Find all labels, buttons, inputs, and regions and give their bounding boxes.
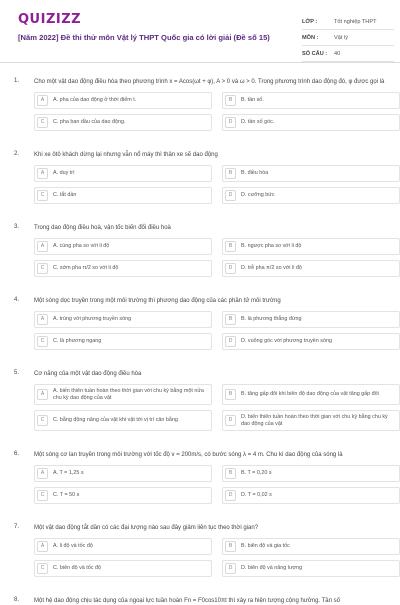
option-letter-box: A: [37, 468, 48, 479]
answer-option-c[interactable]: [34, 187, 212, 204]
option-letter-box: D: [225, 563, 236, 574]
question-4: [14, 297, 386, 350]
question-1: [14, 78, 386, 131]
meta-row-class: [302, 14, 394, 30]
answer-option-b[interactable]: [222, 465, 400, 482]
option-text: B. là phương thẳng đứng: [241, 316, 302, 322]
question-text: Một hệ dao động chịu tác dụng của ngoại lực tuần hoàn Fn = F0cos10πt thì xảy ra hiện tượng cộng hưởng. Tần số: [34, 598, 340, 604]
answer-option-d[interactable]: [222, 187, 400, 204]
answer-option-a[interactable]: [34, 92, 212, 109]
meta-row-subject: [302, 30, 394, 46]
option-letter-box: A: [37, 241, 48, 252]
question-7: [14, 524, 386, 577]
meta-row-count: [302, 46, 394, 62]
answer-options: [34, 538, 386, 577]
question-5: [14, 370, 386, 431]
meta-key: LỚP :: [302, 18, 318, 25]
meta-info: [302, 14, 394, 62]
option-letter-box: A: [37, 168, 48, 179]
option-text: C. là phương ngang: [53, 338, 102, 344]
option-text: A. pha của dao động ở thời điểm t.: [53, 97, 137, 103]
option-letter-box: B: [225, 468, 236, 479]
option-letter-box: D: [225, 117, 236, 128]
meta-value: Vật lý: [334, 34, 348, 41]
answer-option-b[interactable]: [222, 92, 400, 109]
option-text: C. biên độ và tốc độ: [53, 565, 101, 571]
option-text: D. T = 0,02 s: [241, 492, 272, 498]
option-letter-box: A: [37, 95, 48, 106]
answer-option-a[interactable]: [34, 238, 212, 255]
answer-option-d[interactable]: [222, 114, 400, 131]
question-text: Cho một vật dao động điều hòa theo phương trình x = Acos(ωt + φ), A > 0 và ω > 0. Trong phương trình dao động đó, φ được gọi là: [34, 79, 385, 85]
answer-option-a[interactable]: [34, 165, 212, 182]
option-letter-box: D: [225, 415, 236, 426]
answer-option-a[interactable]: [34, 538, 212, 555]
option-letter-box: C: [37, 190, 48, 201]
answer-option-a[interactable]: [34, 311, 212, 328]
meta-key: MÔN :: [302, 34, 319, 41]
question-text: Một sóng dọc truyền trong một môi trường thì phương dao động của các phần tử môi trường: [34, 298, 281, 304]
answer-option-c[interactable]: [34, 487, 212, 504]
option-text: D. cưỡng bức: [241, 192, 275, 198]
answer-options: [34, 92, 386, 131]
option-text: D. vuông góc với phương truyền sóng: [241, 338, 332, 344]
option-letter-box: A: [37, 389, 48, 400]
option-letter-box: D: [225, 336, 236, 347]
answer-option-b[interactable]: [222, 238, 400, 255]
answer-option-c[interactable]: [34, 260, 212, 277]
meta-value: Tốt nghiệp THPT: [334, 18, 377, 25]
meta-value: 40: [334, 50, 341, 57]
answer-option-d[interactable]: [222, 260, 400, 277]
question-text: Khi xe ôtô khách dừng lại nhưng vẫn nổ máy thì thân xe sẽ dao động: [34, 152, 218, 158]
question-number: 1.: [14, 78, 20, 84]
option-letter-box: C: [37, 563, 48, 574]
answer-option-b[interactable]: [222, 538, 400, 555]
answer-option-b[interactable]: [222, 311, 400, 328]
question-number: 7.: [14, 524, 20, 530]
answer-option-b[interactable]: [222, 165, 400, 182]
answer-option-d[interactable]: [222, 410, 400, 431]
answer-option-b[interactable]: [222, 384, 400, 405]
option-letter-box: C: [37, 263, 48, 274]
option-letter-box: B: [225, 541, 236, 552]
option-text: A. li độ và tốc độ: [53, 543, 93, 549]
option-letter-box: C: [37, 415, 48, 426]
option-letter-box: D: [225, 190, 236, 201]
option-text: C. bằng động năng của vật khi vật tới vị trí cân bằng: [53, 417, 178, 423]
answer-options: [34, 465, 386, 504]
option-letter-box: A: [37, 314, 48, 325]
question-number: 3.: [14, 224, 20, 230]
question-2: [14, 151, 386, 204]
option-letter-box: A: [37, 541, 48, 552]
option-letter-box: C: [37, 336, 48, 347]
answer-option-c[interactable]: [34, 410, 212, 431]
answer-options: [34, 384, 386, 431]
option-letter-box: D: [225, 490, 236, 501]
question-text: Một vật dao động tắt dần có các đại lượng nào sau đây giảm liên tục theo thời gian?: [34, 525, 259, 531]
option-letter-box: B: [225, 168, 236, 179]
option-text: B. tăng gấp đôi khi biên độ dao động của vật tăng gấp đôi: [241, 391, 379, 397]
question-number: 6.: [14, 451, 20, 457]
option-text: B. điều hòa: [241, 170, 269, 176]
option-letter-box: D: [225, 263, 236, 274]
answer-options: [34, 238, 386, 277]
option-text: D. tần số góc.: [241, 119, 275, 125]
question-number: 4.: [14, 297, 20, 303]
question-6: [14, 451, 386, 504]
option-text: A. T = 1,25 s: [53, 470, 84, 476]
answer-option-a[interactable]: [34, 384, 212, 405]
option-text: D. biến thiên tuần hoàn theo thời gian với chu kỳ bằng chu kỳ dao động của vật: [241, 413, 388, 427]
question-text: Trong dao động điều hoà, vận tốc biến đổi điều hoà: [34, 225, 171, 231]
option-text: A. trùng với phương truyền sóng: [53, 316, 132, 322]
option-text: C. T = 50 s: [53, 492, 80, 498]
option-text: B. T = 0,20 s: [241, 470, 272, 476]
option-letter-box: C: [37, 117, 48, 128]
option-letter-box: B: [225, 314, 236, 325]
option-text: B. biên độ và gia tốc: [241, 543, 290, 549]
question-text: Một sóng cơ lan truyền trong môi trường với tốc độ v = 200m/s, có bước sóng λ = 4 m. Chu kì dao động của sóng là: [34, 452, 343, 458]
option-letter-box: C: [37, 490, 48, 501]
quizizz-logo: QUIZIZZ: [18, 12, 82, 27]
answer-option-d[interactable]: [222, 333, 400, 350]
option-text: D. trễ pha π/2 so với li độ: [241, 265, 302, 271]
option-text: C. pha ban đầu của dao động.: [53, 119, 126, 125]
answer-option-a[interactable]: [34, 465, 212, 482]
answer-option-d[interactable]: [222, 560, 400, 577]
answer-option-d[interactable]: [222, 487, 400, 504]
answer-options: [34, 165, 386, 204]
question-3: [14, 224, 386, 277]
header-divider: [0, 62, 400, 63]
document-title: [Năm 2022] Đề thi thử môn Vật lý THPT Quốc gia có lời giải (Đề số 15): [18, 33, 270, 42]
option-text: A. biến thiên tuần hoàn theo thời gian với chu kỳ bằng một nửa chu kỳ dao động của vật: [53, 387, 204, 401]
question-number: 8.: [14, 597, 20, 603]
option-letter-box: B: [225, 241, 236, 252]
option-text: C. tắt dần: [53, 192, 77, 198]
option-text: B. tần số.: [241, 97, 264, 103]
option-text: C. sớm pha π/2 so với li độ: [53, 265, 119, 271]
question-8: [14, 597, 386, 605]
option-letter-box: B: [225, 389, 236, 400]
option-text: A. cùng pha so với li độ: [53, 243, 110, 249]
question-text: Cơ năng của một vật dao động điều hòa: [34, 371, 142, 377]
answer-option-c[interactable]: [34, 560, 212, 577]
option-letter-box: B: [225, 95, 236, 106]
answer-option-c[interactable]: [34, 114, 212, 131]
answer-options: [34, 311, 386, 350]
question-list: [0, 78, 400, 605]
question-number: 5.: [14, 370, 20, 376]
option-text: B. ngược pha so với li độ: [241, 243, 302, 249]
header: [0, 0, 400, 60]
meta-key: SỐ CÂU :: [302, 50, 328, 57]
option-text: A. duy trì: [53, 170, 75, 176]
question-number: 2.: [14, 151, 20, 157]
option-text: D. biên độ và năng lượng: [241, 565, 303, 571]
answer-option-c[interactable]: [34, 333, 212, 350]
